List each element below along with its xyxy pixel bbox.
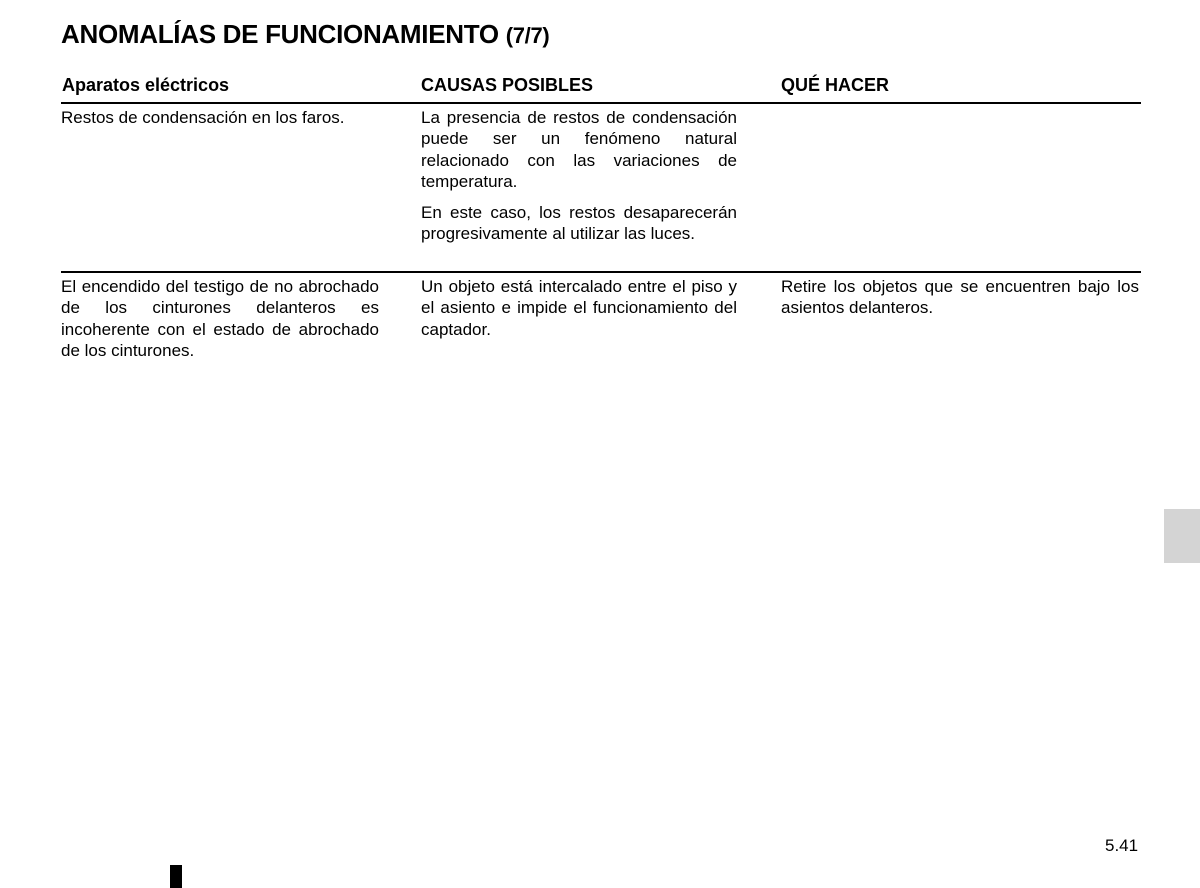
table-header bbox=[61, 70, 1141, 104]
table-row bbox=[61, 273, 1141, 361]
anomalies-table bbox=[61, 70, 1141, 361]
action-cell: Retire los objetos que se encuentren bajo los asientos delanteros. bbox=[781, 277, 1139, 318]
header-possible-causes: CAUSAS POSIBLES bbox=[421, 75, 594, 95]
page-number: 5.41 bbox=[1105, 836, 1139, 855]
anomaly-cell: Restos de condensación en los faros. bbox=[61, 108, 345, 127]
causes-cell bbox=[421, 276, 737, 361]
page-title-suffix: (7/7) bbox=[505, 23, 550, 48]
page-title-main: ANOMALÍAS DE FUNCIONAMIENTO bbox=[61, 19, 499, 49]
cause-paragraph: Un objeto está intercalado entre el piso y el asiento e impide el funcionamiento del captador. bbox=[421, 277, 737, 339]
print-mark bbox=[170, 865, 182, 888]
cause-paragraph: En este caso, los restos desaparecerán progresivamente al utilizar las luces. bbox=[421, 203, 737, 244]
causes-cell bbox=[421, 107, 737, 271]
page-title bbox=[61, 17, 549, 53]
table-row bbox=[61, 104, 1141, 273]
header-what-to-do: QUÉ HACER bbox=[781, 75, 890, 95]
header-electrical-devices: Aparatos eléctricos bbox=[62, 75, 230, 95]
cause-paragraph: La presencia de restos de condensación puede ser un fenómeno natural relacionado con las variaciones de temperatura. bbox=[421, 108, 737, 191]
action-cell bbox=[781, 107, 1139, 271]
section-tab-marker bbox=[1164, 509, 1200, 563]
anomaly-cell: El encendido del testigo de no abrochado de los cinturones delanteros es incoherente con el estado de abrochado de los cinturones. bbox=[61, 277, 379, 360]
